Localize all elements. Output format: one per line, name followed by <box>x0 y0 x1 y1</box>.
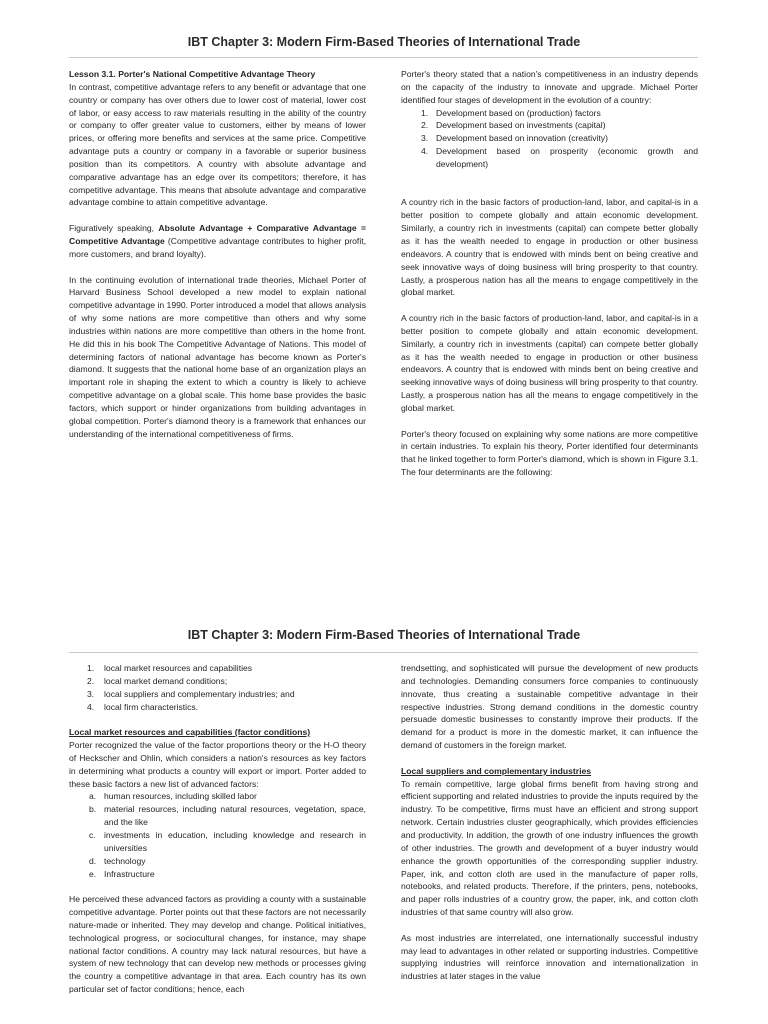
paragraph: Porter recognized the value of the factor proportions theory or the H-O theory of Heckscher and Ohlin, which considers a nation's resources as key factors in determining what products a country will export or import. Porter added to these basic factors a new list of advanced factors: <box>69 740 366 789</box>
right-column <box>401 68 698 492</box>
list-marker: d. <box>89 855 97 866</box>
list-text: Development based on (production) factors <box>436 107 601 118</box>
list-item <box>69 662 366 675</box>
paragraph: Porter's theory stated that a nation's competitiveness in an industry depends on the capacity of the industry to innovate and upgrade. Michael Porter identified four stages of development in the evolution of a country: <box>401 69 698 105</box>
list-text: Development based on investments (capital) <box>436 120 606 131</box>
list-marker: 2. <box>87 675 95 686</box>
left-column <box>69 68 366 453</box>
paragraph: In contrast, competitive advantage refers to any benefit or advantage that one country or company has over others due to lower cost of material, lower cost of labor, or easy access to raw materials resulting in the ability of the country or company to offer greater value to customers, either by means of lower prices, or offering more benefits and services at the same price. Competitive advantage puts a country or company in a favorable or superior business position than its competitors. A country with absolute advantage and comparative advantage has an edge over its competitors; therefore, it has competitive advantage. This means that absolute advantage and comparative advantage combine to attain competitive advantage. <box>69 81 366 208</box>
list-item <box>69 855 366 868</box>
list-item <box>401 119 698 132</box>
left-column <box>69 662 366 1009</box>
list-item <box>69 868 366 881</box>
stages-list <box>401 107 698 171</box>
list-marker: 1. <box>87 663 95 673</box>
section-heading: Local suppliers and complementary industries <box>401 765 592 776</box>
list-text: Development based on innovation (creativity) <box>436 133 608 144</box>
list-item <box>401 145 698 171</box>
list-item <box>69 790 366 803</box>
list-item <box>69 688 366 701</box>
list-text: local market resources and capabilities <box>104 663 253 673</box>
page-header: IBT Chapter 3: Modern Firm-Based Theories of International Trade <box>187 628 581 642</box>
paragraph: As most industries are interrelated, one internationally successful industry may lead to advantages in other related or supporting industries. Competitive supplying industries will reinforce innovation and internationalization in industries at later stages in the value <box>401 932 698 982</box>
list-item <box>69 803 366 829</box>
list-text: local firm characteristics. <box>104 701 199 712</box>
right-column <box>401 662 698 996</box>
paragraph: To remain competitive, large global firms benefit from having strong and efficient supporting and related industries to provide the inputs required by the industry. To be competitive, firms must have an efficient and strong support network. Certain industries cluster geographically, which provides efficiencies and productivity. In addition, the growth of one industry influences the growth of other industries. The growth and development of a buyer industry would enhance the growth opportunities of the corresponding supplier industry. Paper, ink, and cotton cloth are used in the manufacture of paper rolls, notebooks, and related products. Therefore, if the printers, pens, notebooks, and paper rolls industries of a country grow, the paper, ink, and cotton cloth industries of that same country will also grow. <box>401 778 698 918</box>
list-marker: c. <box>89 829 96 840</box>
list-text: Infrastructure <box>104 868 155 879</box>
list-marker: 2. <box>421 120 429 131</box>
list-item <box>401 107 698 120</box>
list-item <box>69 701 366 714</box>
paragraph: A country rich in the basic factors of production-land, labor, and capital-is in a better position to compete globally and attain economic development. Similarly, a country rich in investments (capital) can compete better globally as it has the wealth needed to engage in production or other business endeavors. A country that is endowed with minds bent on being creative and seeking innovative ways of doing business will bring prosperity to that country. Lastly, a prosperous nation has all the means to engage competitively in the global market. <box>401 313 698 413</box>
list-text: material resources, including natural resources, vegetation, space, and the like <box>104 804 366 828</box>
determinants-list <box>69 662 366 713</box>
list-marker: e. <box>89 868 97 879</box>
list-text: investments in education, including knowledge and research in universities <box>104 829 366 853</box>
paragraph: He perceived these advanced factors as providing a county with a sustainable competitive advantage. Porter points out that these factors are not necessarily nature-made or inherited. They may develop and change. Political initiatives, technological progress, or sociocultural changes, for instance, may shape national factor conditions. A country may lack natural resources, but have a system of new technology that can develop new methods or processes giving the country a competitive advantage in that area. Each country has its own particular set of factor conditions; hence, each <box>69 894 366 995</box>
list-marker: 1. <box>421 107 429 118</box>
text-span: Figuratively speaking, <box>69 223 159 234</box>
paragraph: Porter's theory focused on explaining why some nations are more competitive in certain industries. To explain his theory, Porter identified four determinants that he linked together to form Porter's diamond, which is shown in Figure 3.1. The four determinants are the following: <box>401 428 698 478</box>
list-item <box>69 829 366 855</box>
list-text: Development based on prosperity (economic growth and development) <box>436 146 698 169</box>
document-page-2 <box>0 590 768 1024</box>
list-text: human resources, including skilled labor <box>104 791 257 802</box>
header-divider <box>69 57 698 58</box>
list-marker: 3. <box>87 688 95 699</box>
list-marker: a. <box>89 791 97 802</box>
list-item <box>401 132 698 145</box>
paragraph: A country rich in the basic factors of production-land, labor, and capital-is in a better position to compete globally and attain economic development. Similarly, a country rich in investments (capital) can compete better globally as it has the wealth needed to engage in production or other business endeavors. A country that is endowed with minds bent on being creative and seek innovative ways of doing business will bring prosperity to that country. Lastly, a prosperous nation has all the means to engage competitively in the global market. <box>401 197 698 298</box>
page-header: IBT Chapter 3: Modern Firm-Based Theories of International Trade <box>187 35 581 49</box>
list-text: technology <box>104 855 146 866</box>
list-text: local suppliers and complementary industries; and <box>104 688 295 699</box>
list-item <box>69 675 366 688</box>
bold-equation: Absolute Advantage + Comparative Advantage = Competitive Advantage <box>69 223 366 246</box>
lesson-title: Lesson 3.1. Porter's National Competitive Advantage Theory <box>69 69 316 79</box>
list-marker: 3. <box>421 133 429 144</box>
paragraph: trendsetting, and sophisticated will pursue the development of new products and technologies. Demanding consumers force companies to continuously innovate, thus creating a sustainable competitive advantage in their respective industries. Strong demand conditions in the domestic country persuade domestic businesses to constantly improve their products. If the demand for a product is more in the domestic market, it can influence the demand of customers in the foreign market. <box>401 663 698 751</box>
section-heading: Local market resources and capabilities (factor conditions) <box>69 727 311 738</box>
text-span: (Competitive advantage contributes to higher profit, more customers, and brand loyalty). <box>69 235 367 259</box>
list-marker: b. <box>89 804 97 815</box>
paragraph <box>69 222 366 261</box>
advanced-factors-list <box>69 790 366 880</box>
header-divider <box>69 652 698 653</box>
paragraph: In the continuing evolution of international trade theories, Michael Porter of Harvard Business School developed a new model to explain national competitive advantage in 1990. Porter introduced a model that allows analysis of why some nations are more competitive than others and why some industries within nations are more competitive than others in the home front. He did this in his book The Competitive Advantage of Nations. This model of determining factors of national advantage has become known as Porter's diamond. It suggests that the national home base of an organization plays an important role in shaping the extent to which a country is likely to achieve competitive advantage on a global scale. This home base provides the basic factors, which support or hinder organizations from building advantages in global competition. Porter's diamond theory is a framework that enhances our understanding of the international competitiveness of firms. <box>69 274 366 439</box>
list-text: local market demand conditions; <box>104 675 228 686</box>
list-marker: 4. <box>421 146 429 157</box>
list-marker: 4. <box>87 701 95 712</box>
